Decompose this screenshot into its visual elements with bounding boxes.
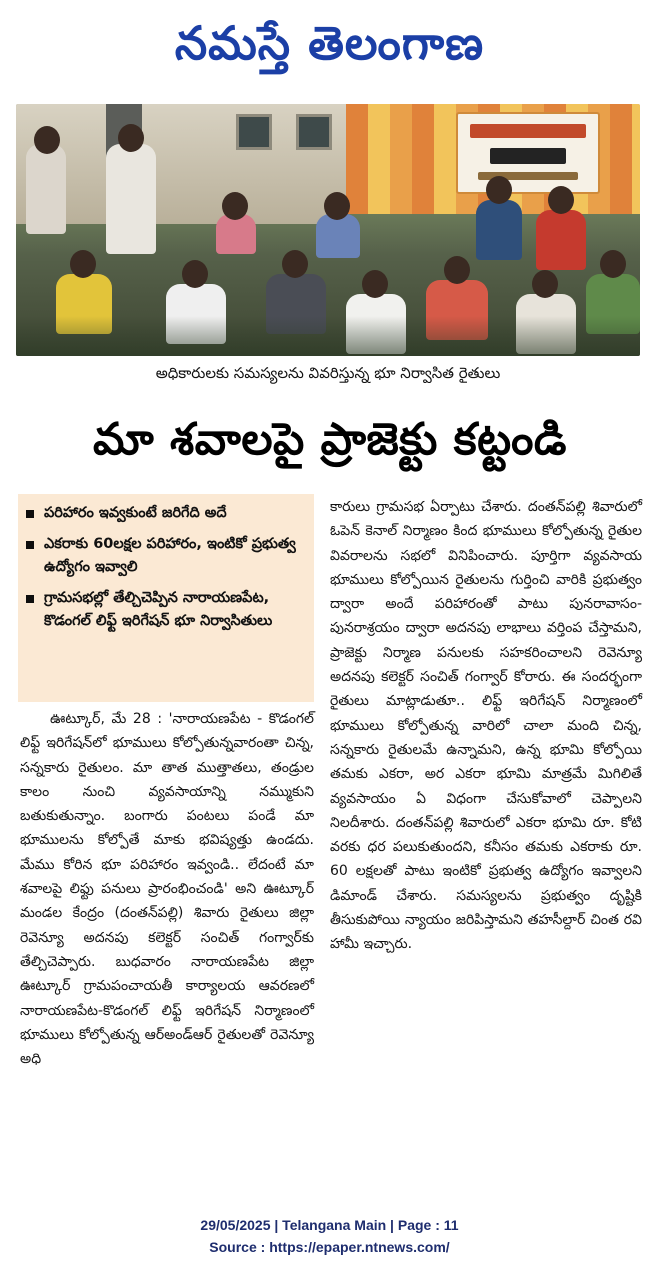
highlight-item	[26, 587, 308, 633]
highlight-item	[26, 502, 308, 525]
photo-person-head	[34, 126, 60, 154]
square-bullet-icon	[26, 510, 34, 518]
photo-person-head	[324, 192, 350, 220]
photo-person-head	[222, 192, 248, 220]
photo-person	[216, 214, 256, 254]
photo-person-head	[70, 250, 96, 278]
article-paragraph: కారులు గ్రామసభ ఏర్పాటు చేశారు. దంతన్‌పల్లి శివారులో ఓపెన్ కెనాల్ నిర్మాణం కింద భూములు కోల్పోతున్న రైతుల వివరాలను సభలో వినిపించారు. పూర్తిగా వ్యవసాయ భూములు కోల్పోయిన రైతులను గుర్తించి వారికి ప్రభుత్వం ద్వారా అందే పరిహారంతో పాటు పునరావాసం-పునరాశ్రయం ద్వారా అదనపు లాభాలు వర్తింప చేస్తామని, ప్రాజెక్టు నిర్మాణ పనులకు సహకరించాలని రెవెన్యూ అదనపు కలెక్టర్ సంచిత్ గంగ్వార్ కోరారు. ఈ సందర్భంగా రైతులు మాట్లాడుతూ.. లిఫ్ట్ ఇరిగేషన్ నిర్మాణంలో భూములు కోల్పోతున్న వారిలో చాలా మంది చిన్న, సన్నకారు రైతులమే ఉన్నామని, ఉన్న భూమి కోల్పోయి తమకు ఎకరా, అర ఎకరా భూమి మాత్రమే మిగిలితే వ్యవసాయం ఏ విధంగా చేసుకోవాలో చెప్పాలని నిలదీశారు. దంతన్‌పల్లి శివారులో ఎకరా భూమి రూ. కోటి వరకు ధర పలుకుతుందని, కనీసం తమకు ఎకరాకు రూ. 60 లక్షలతో పాటు ఇంటికో ప్రభుత్వ ఉద్యోగం ఇవ్వాలని డిమాండ్ చేశారు. సమస్యలను ప్రభుత్వం దృష్టికి తీసుకుపోయి న్యాయం జరిపిస్తామని తహసీల్దార్ చింత రవి హామీ ఇచ్చారు.	[330, 499, 642, 953]
photo-person-head	[532, 270, 558, 298]
photo-person	[106, 144, 156, 254]
photo-caption: అధికారులకు సమస్యలను వివరిస్తున్న భూ నిర్వాసిత రైతులు	[155, 364, 501, 382]
footer-date-line: 29/05/2025 | Telangana Main | Page : 11	[200, 1217, 459, 1233]
photo-window	[236, 114, 272, 150]
photo-ground	[16, 316, 640, 356]
photo-person	[476, 200, 522, 260]
page-footer	[0, 1214, 659, 1262]
newspaper-masthead: నమస్తే తెలంగాణ	[174, 16, 485, 70]
banner-line	[470, 124, 586, 138]
photo-person-head	[444, 256, 470, 284]
photo-banner	[456, 112, 600, 194]
photo-person-head	[548, 186, 574, 214]
photo-person	[26, 144, 66, 234]
photo-person-head	[362, 270, 388, 298]
footer-source-line: Source : https://epaper.ntnews.com/	[209, 1239, 450, 1255]
photo-person-head	[118, 124, 144, 152]
article-headline: మా శవాలపై ప్రాజెక్టు కట్టండి	[93, 414, 567, 465]
photo-window	[296, 114, 332, 150]
photo-person-head	[486, 176, 512, 204]
article-paragraph: ఊట్కూర్, మే 28 : 'నారాయణపేట - కొడంగల్ లిఫ్ట్ ఇరిగేషన్‌లో భూములు కోల్పోతున్నవారంతా చిన్న, సన్నకారు రైతులం. మా తాత ముత్తాతలు, తండ్రుల కాలం నుంచి వ్యవసాయాన్ని నమ్ముకుని బతుకుతున్నాం. బంగారు పంటలు పండే మా భూములను కోల్పోతే మాకు భవిష్యత్తు ఉండదు. మేము కోరిన భూ పరిహారం ఇవ్వండి.. లేదంటే మా శవాలపై లిఫ్టు పనులు ప్రారంభించండి' అని ఊట్కూర్ మండల కేంద్రం (దంతన్‌పల్లి) శివారు రైతులు జిల్లా రెవెన్యూ అదనపు కలెక్టర్ సంచిత్ గంగ్వార్‌కు తేల్చిచెప్పారు. బుధవారం నారాయణపేట జిల్లా ఊట్కూర్ గ్రామపంచాయతీ కార్యాలయ ఆవరణలో నారాయణపేట-కొడంగల్ లిఫ్ట్ ఇరిగేషన్ నిర్మాణంలో భూములు కోల్పోతున్న ఆర్‌అండ్ఆర్ రైతులతో రెవెన్యూ అధి	[20, 711, 314, 1068]
article-column-right	[330, 495, 642, 1195]
highlight-item	[26, 533, 308, 579]
highlights-box	[18, 494, 314, 702]
news-photo	[16, 104, 640, 356]
highlight-text: గ్రామసభల్లో తేల్చిచెప్పిన నారాయణపేట, కొడంగల్ లిఫ్ట్ ఇరిగేషన్ భూ నిర్వాసితులు	[44, 590, 273, 629]
square-bullet-icon	[26, 541, 34, 549]
photo-person	[316, 214, 360, 258]
photo-person	[536, 210, 586, 270]
banner-line	[490, 148, 566, 164]
highlight-text: ఎకరాకు 60లక్షల పరిహారం, ఇంటికో ప్రభుత్వ ఉద్యోగం ఇవ్వాలి	[44, 536, 296, 575]
photo-person-head	[282, 250, 308, 278]
photo-person-head	[600, 250, 626, 278]
article-column-left	[20, 707, 314, 1197]
square-bullet-icon	[26, 595, 34, 603]
highlight-text: పరిహారం ఇవ్వకుంటే జరిగేది అదే	[44, 505, 227, 521]
photo-person-head	[182, 260, 208, 288]
